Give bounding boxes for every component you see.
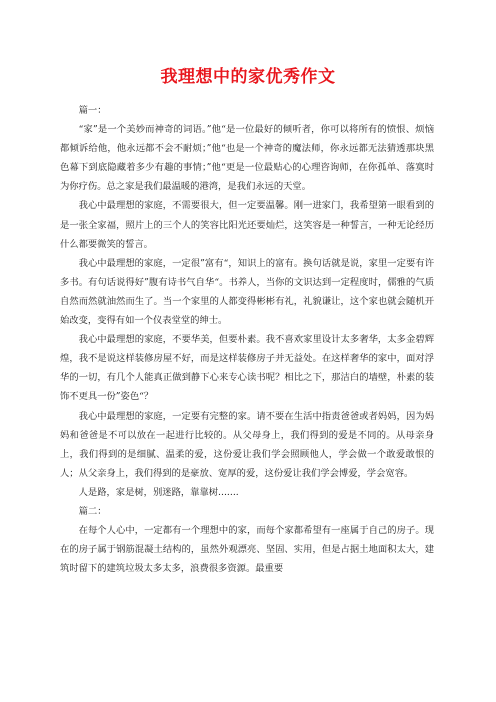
paragraph: 人是路，家是树，别迷路，靠靠树....... bbox=[78, 486, 239, 498]
paragraph: 我心中最理想的家庭，一定很”富有“，知识上的富有。换句话就是说，家里一定要有许多书。有句话说得好”腹有诗书气自华“。书养人，当你的文识达到一定程度时，儒雅的气质自然而然就油然而生了。当一个家里的人都变得彬彬有礼，礼貌谦让，这个家也就会随机开始改变，变得有如一个仪表堂堂的绅士。 bbox=[60, 257, 434, 327]
page-title: 我理想中的家优秀作文 bbox=[160, 67, 336, 87]
paragraph: 我心中最理想的家庭，一定要有完整的家。请不要在生活中指责爸爸或者妈妈，因为妈妈和爸爸是不可以放在一起进行比较的。从父母身上，我们得到的爱是不同的。从母亲身上，我们得到的是细腻、温柔的爱，这份爱让我们学会照顾他人，学会做一个敢爱敢恨的人；从父亲身上，我们得到的是豪放、宽厚的爱，这份爱让我们学会博爱，学会宽容。 bbox=[60, 410, 434, 479]
paragraph: 在每个人心中，一定都有一个理想中的家，而每个家都希望有一座属于自己的房子。现在的房子属于钢筋混凝土结构的，虽然外观漂亮、坚固、实用，但是占据土地面积太大，建筑时留下的建筑垃圾太多太多，浪费很多资源。最重要 bbox=[60, 525, 434, 575]
section-heading-2: 篇二： bbox=[78, 505, 107, 517]
paragraph: “家”是一个美妙而神奇的词语。”他“是一位最好的倾听者，你可以将所有的愤恨、烦恼都倾诉给他，他永远都不会不耐烦；”他“也是一个神奇的魔法师，你永远都无法猜透那块黑色幕下到底隐藏着多少有趣的事情；”他“更是一位最贴心的心理咨询师，在你孤单、落寞时为你疗伤。总之家是我们最温暖的港湾，是我们永远的天堂。 bbox=[60, 124, 434, 193]
section-heading-1: 篇一： bbox=[78, 105, 107, 116]
article-body bbox=[60, 101, 434, 578]
paragraph: 我心中最理想的家庭，不要华美，但要朴素。我不喜欢家里设计太多奢华，太多金碧辉煌，我不是说这样装修房屋不好，而是这样装修房子并无益处。在这样奢华的家中，面对浮华的一切，有几个人能真正做到静下心来专心读书呢？相比之下，那洁白的墙壁，朴素的装饰不更具一份”姿色“？ bbox=[60, 334, 434, 403]
paragraph: 我心中最理想的家庭，不需要很大，但一定要温馨。刚一进家门，我希望第一眼看到的是一张全家福，照片上的三个人的笑容比阳光还要灿烂，这笑容是一种誓言，一种无论经历什么都要微笑的誓言。 bbox=[60, 200, 434, 250]
